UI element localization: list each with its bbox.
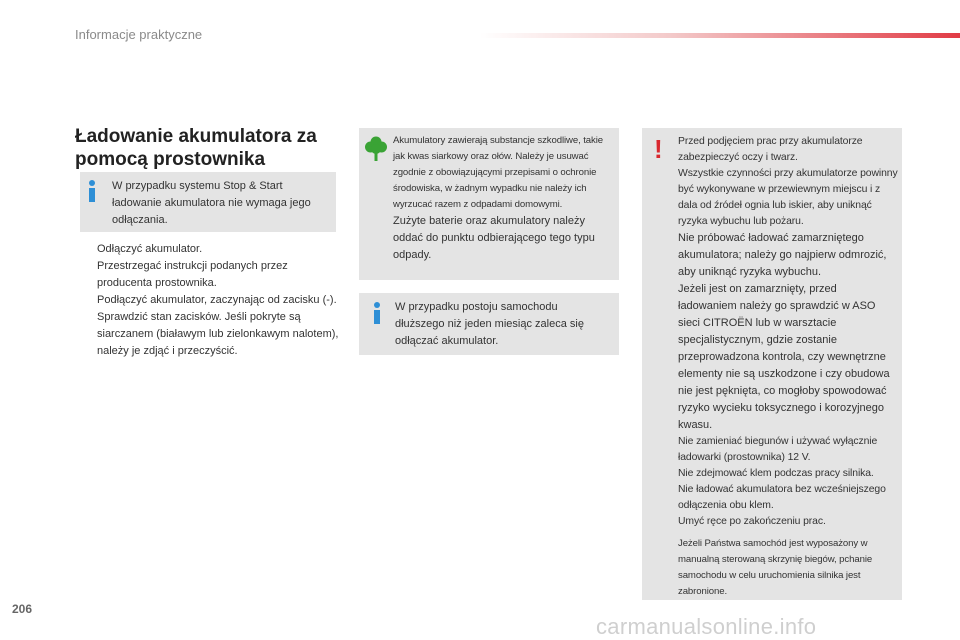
info-note-stop-start xyxy=(80,172,336,232)
info-note-text: W przypadku systemu Stop & Start ładowanie akumulatora nie wymaga jego odłączania. xyxy=(112,180,311,226)
info-note-text: W przypadku postoju samochodu dłuższego niż jeden miesiąc zaleca się odłączać akumulator. xyxy=(395,301,584,347)
recycling-note xyxy=(359,128,619,280)
info-note-long-parking xyxy=(359,293,619,355)
warning-box xyxy=(642,128,902,600)
warning-text: Wszystkie czynności przy akumulatorze powinny być wykonywane w przewiewnym miejscu i z dala od źródeł ognia lub iskier, aby uniknąć ryzyka wybuchu lub pożaru. xyxy=(678,168,898,227)
page-number: 206 xyxy=(12,602,33,616)
section-header: Informacje praktyczne xyxy=(75,27,203,42)
warning-text: Przed podjęciem prac przy akumulatorze zabezpieczyć oczy i twarz. xyxy=(678,136,863,163)
info-icon xyxy=(371,302,383,324)
steps-list xyxy=(75,241,345,360)
list-item: Podłączyć akumulator, zaczynając od zacisku (-). xyxy=(97,294,337,306)
list-item: Sprawdzić stan zacisków. Jeśli pokryte są siarczanem (białawym lub zielonkawym nalotem), należy je zdjąć i przeczyścić. xyxy=(97,311,339,357)
watermark: carmanualsonline.info xyxy=(596,614,817,639)
header-divider xyxy=(480,33,960,38)
warning-text: Jeżeli jest on zamarznięty, przed ładowaniem należy go sprawdzić w ASO sieci CITROËN lub w warsztacie specjalistycznym, gdzie zostanie przeprowadzona kontrola, czy wewnętrzne elementy nie są uszkodzone i czy obudowa nie jest pęknięta, co mogłoby spowodować ryzyko wycieku toksycznego i korozyjnego kwasu. xyxy=(678,283,890,431)
warning-text: Umyć ręce po zakończeniu prac. xyxy=(678,516,826,527)
warning-text: Nie zamieniać biegunów i używać wyłącznie ładowarki (prostownika) 12 V. xyxy=(678,436,878,463)
list-item: Przestrzegać instrukcji podanych przez producenta prostownika. xyxy=(97,260,288,289)
recycling-note-disposal: Zużyte baterie oraz akumulatory należy oddać do punktu odbierającego tego typu odpady. xyxy=(393,215,595,261)
page-title: Ładowanie akumulatora za pomocą prostownika xyxy=(75,126,317,170)
warning-text: Nie próbować ładować zamarzniętego akumulatora; należy go najpierw odmrozić, aby uniknąć ryzyka wybuchu. xyxy=(678,232,887,278)
warning-text: Nie zdejmować klem podczas pracy silnika. xyxy=(678,468,874,479)
recycling-note-warning: Akumulatory zawierają substancje szkodliwe, takie jak kwas siarkowy oraz ołów. Należy je usuwać zgodnie z obowiązującymi przepisami o ochronie środowiska, w żadnym wypadku nie należy ich wyrzucać razem z odpadami domowymi. xyxy=(393,135,603,210)
info-icon xyxy=(86,180,98,202)
exclamation-icon: ! xyxy=(654,134,663,164)
warning-text: Nie ładować akumulatora bez wcześniejszego odłączenia obu klem. xyxy=(678,484,886,511)
warning-text: Jeżeli Państwa samochód jest wyposażony w manualną sterowaną skrzynię biegów, pchanie samochodu w celu uruchomienia silnika jest zabronione. xyxy=(678,538,873,597)
tree-icon xyxy=(365,136,387,162)
list-item: Odłączyć akumulator. xyxy=(97,243,203,255)
